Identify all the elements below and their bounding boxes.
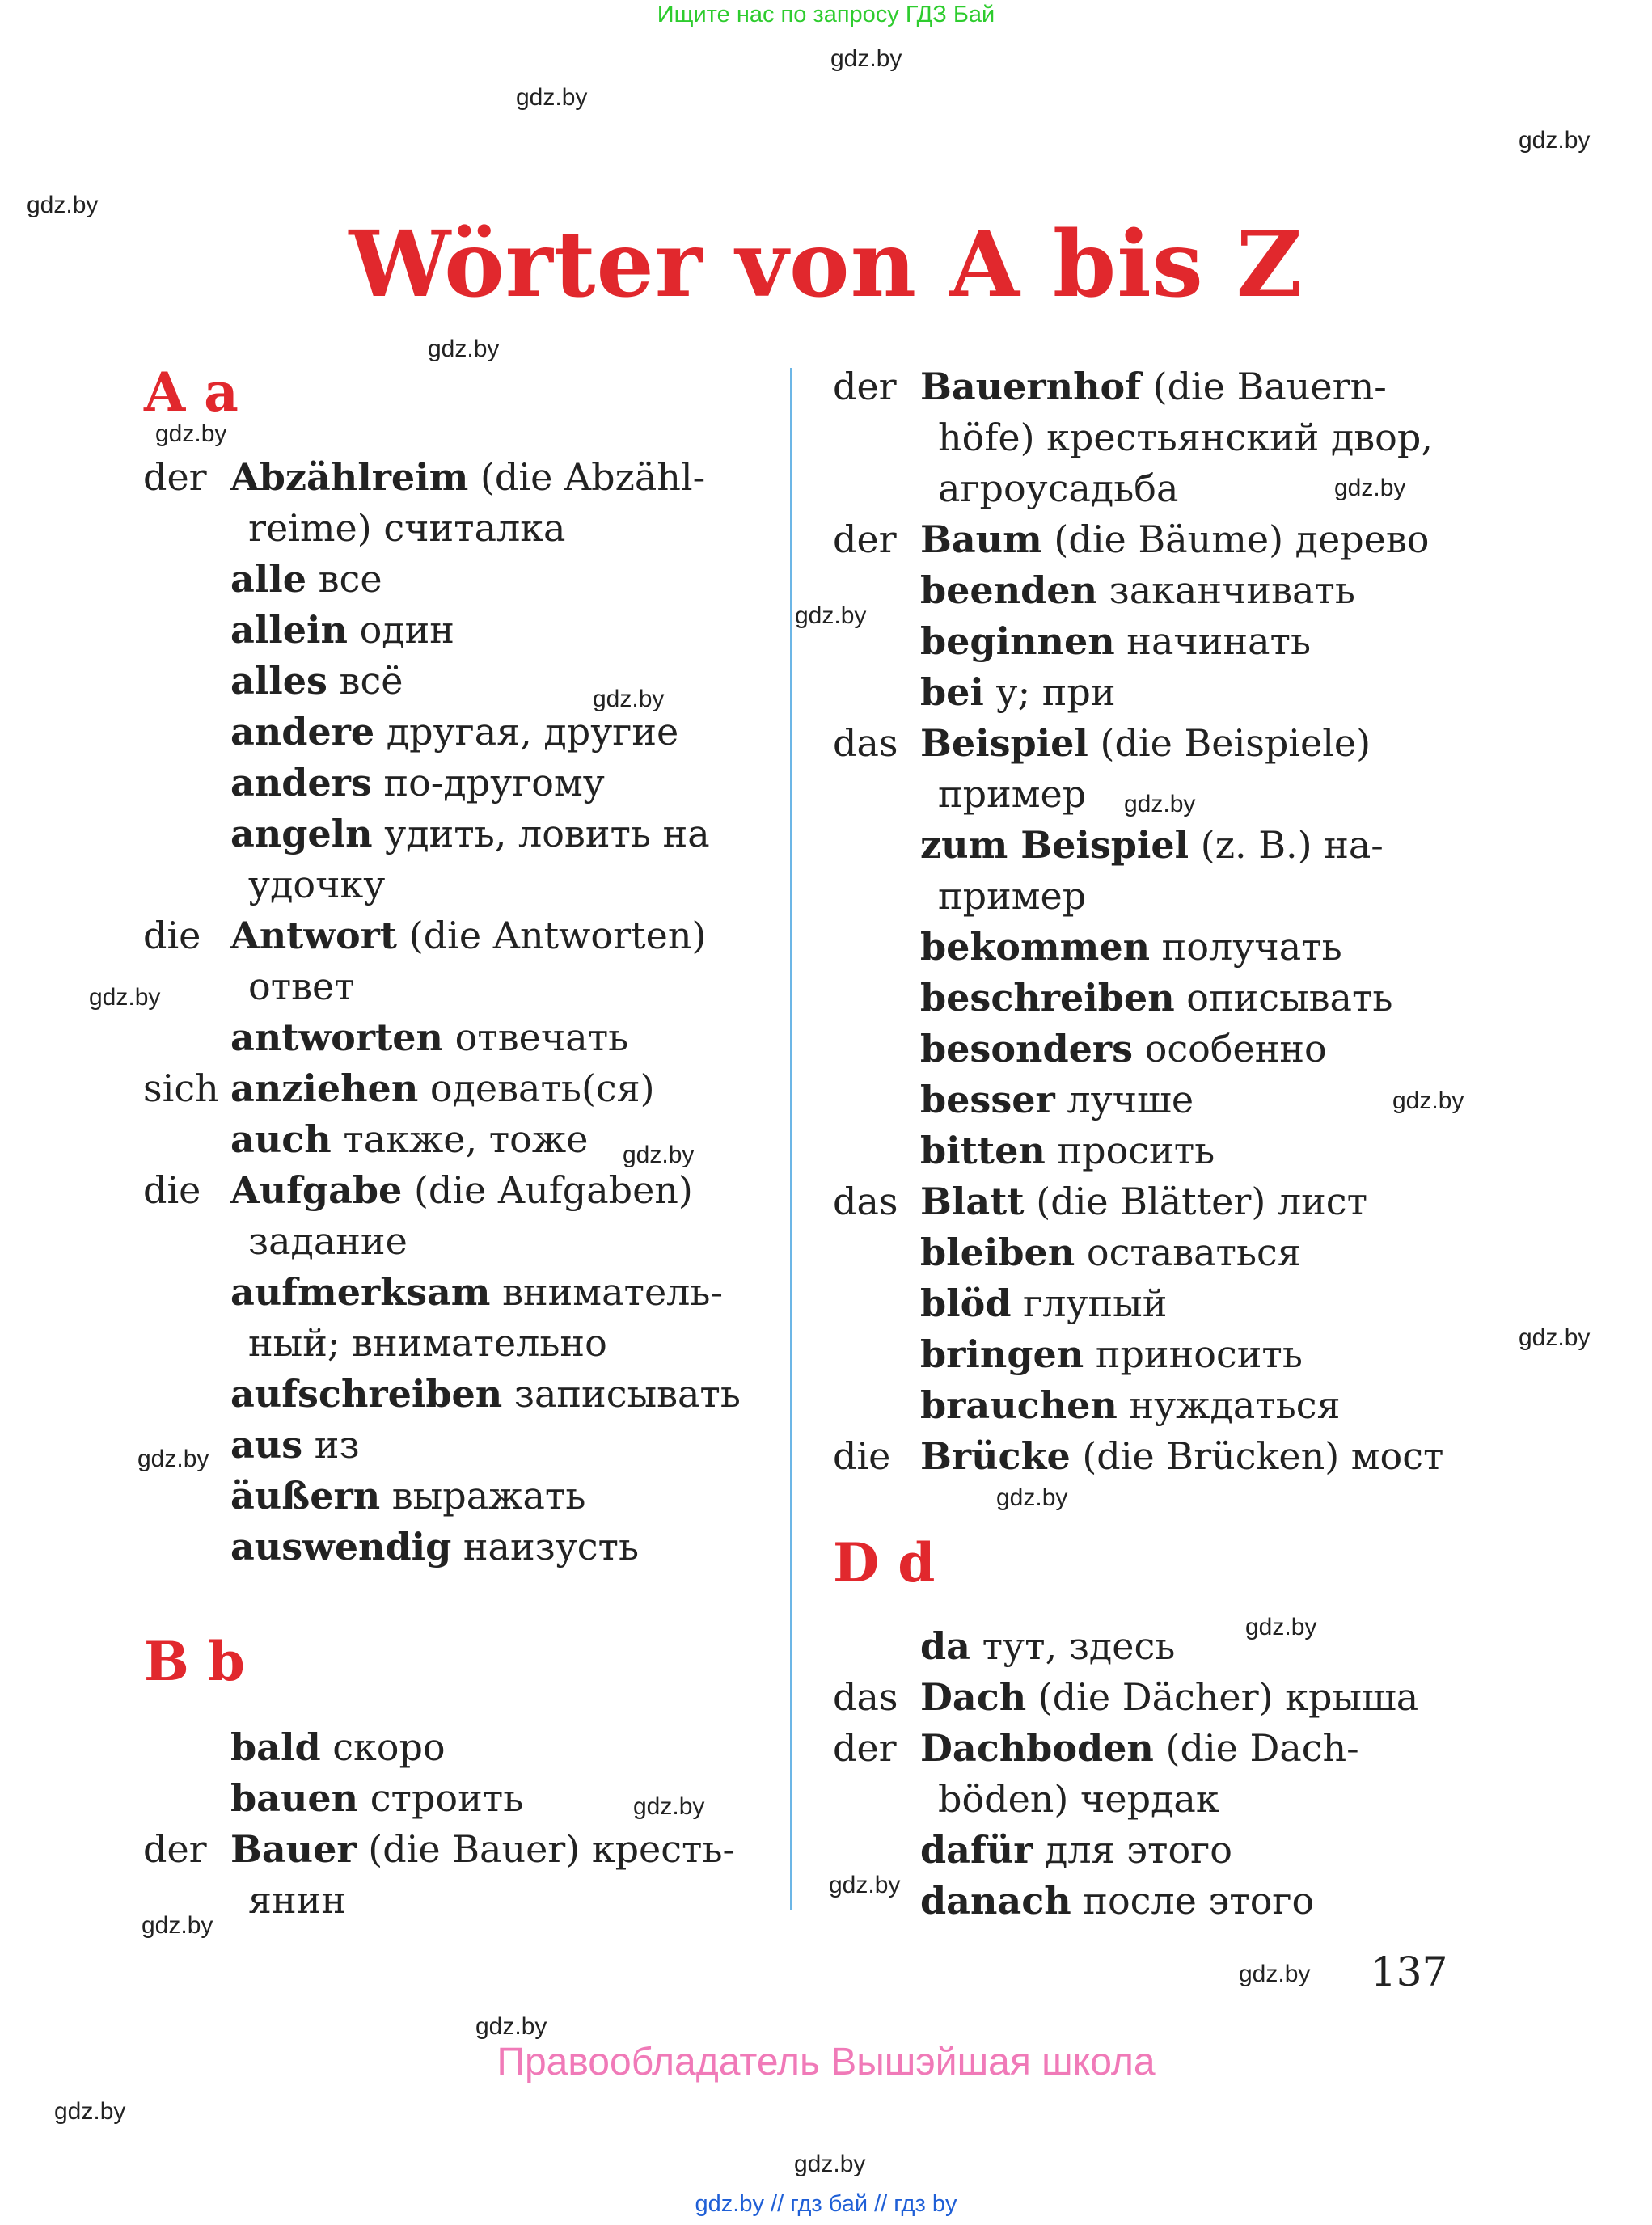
entry-headword-line: alle все: [230, 557, 382, 601]
entry-headword-line: andere другая, другие: [230, 710, 679, 754]
entry-headword-line: bauen строить: [230, 1776, 524, 1820]
dictionary-entry: [833, 973, 1435, 1024]
watermark: gdz.by: [623, 1142, 695, 1168]
entry-headword-line: angeln удить, ловить на: [230, 812, 710, 855]
entry-headword-line: Dach (die Dächer) крыша: [920, 1675, 1419, 1719]
dictionary-entry: [833, 1380, 1435, 1431]
entry-continuation-line: reime) считалка: [248, 506, 566, 550]
dictionary-entry: [833, 718, 1435, 820]
dictionary-entry: [833, 616, 1435, 667]
entry-headword-line: Aufgabe (die Aufgaben): [230, 1168, 693, 1212]
dictionary-entry: [833, 1227, 1435, 1278]
entry-article: das: [833, 1675, 898, 1719]
entry-article: die: [143, 914, 201, 957]
entry-continuation-line: höfe) крестьянский двор,: [938, 416, 1433, 459]
dictionary-entry: [833, 1825, 1435, 1876]
entry-headword-line: brauchen нуждаться: [920, 1383, 1341, 1427]
entry-article: sich: [143, 1066, 219, 1110]
watermark: gdz.by: [475, 2013, 547, 2040]
dictionary-entry: [143, 1722, 746, 1773]
entry-headword-line: Beispiel (die Beispiele): [920, 721, 1371, 765]
watermark: gdz.by: [794, 2151, 866, 2177]
entry-headword-line: Abzählreim (die Abzähl-: [230, 455, 706, 499]
entry-headword-line: auswendig наизусть: [230, 1525, 640, 1568]
entry-headword-line: bekommen получать: [920, 925, 1342, 969]
dictionary-entry: [833, 1176, 1435, 1227]
entry-headword-line: zum Beispiel (z. B.) на-: [920, 823, 1384, 867]
watermark: gdz.by: [829, 1872, 901, 1898]
entry-headword-line: bringen приносить: [920, 1332, 1303, 1376]
dictionary-entry: [143, 707, 746, 758]
entry-headword-line: aufschreiben записывать: [230, 1372, 741, 1416]
entry-article: der: [833, 517, 897, 561]
dictionary-entry: [833, 922, 1435, 973]
dictionary-entry: [833, 820, 1435, 922]
entry-headword-line: Dachboden (die Dach-: [920, 1726, 1359, 1770]
entry-headword-line: allein один: [230, 608, 454, 652]
page-number: 137: [1371, 1948, 1448, 1995]
dictionary-entry: [833, 514, 1435, 565]
column-divider: [790, 368, 792, 1910]
dictionary-entry: [143, 1114, 746, 1165]
entry-continuation-line: пример: [938, 772, 1087, 816]
entry-article: der: [833, 365, 897, 408]
entry-headword-line: Bauer (die Bauer) кресть-: [230, 1827, 736, 1871]
entry-headword-line: anders по-другому: [230, 761, 605, 804]
entry-continuation-line: агроусадьба: [938, 467, 1179, 510]
entry-headword-line: danach после этого: [920, 1879, 1315, 1923]
dictionary-entry: [833, 667, 1435, 718]
entry-article: die: [833, 1434, 891, 1478]
dictionary-entry: [143, 452, 746, 554]
dictionary-entry: [143, 1165, 746, 1267]
watermark: gdz.by: [27, 192, 99, 218]
entry-headword-line: Bauernhof (die Bauern-: [920, 365, 1387, 408]
dictionary-entry: [833, 1672, 1435, 1723]
watermark: gdz.by: [428, 336, 500, 362]
dictionary-entry: [833, 361, 1435, 514]
entry-headword-line: blöd глупый: [920, 1281, 1168, 1325]
dictionary-entry: [143, 1063, 746, 1114]
entry-headword-line: dafür для этого: [920, 1828, 1232, 1872]
watermark: gdz.by: [1239, 1961, 1311, 1987]
entry-headword-line: anziehen одевать(ся): [230, 1066, 655, 1110]
entry-continuation-line: ответ: [248, 965, 355, 1008]
watermark: gdz.by: [1519, 127, 1591, 154]
entry-headword-line: Brücke (die Brücken) мост: [920, 1434, 1444, 1478]
page-title: Wörter von A bis Z: [349, 212, 1303, 318]
section-heading-a: A a: [144, 361, 239, 424]
entry-headword-line: Baum (die Bäume) дерево: [920, 517, 1430, 561]
watermark: gdz.by: [137, 1446, 209, 1472]
entry-article: das: [833, 1180, 898, 1223]
dictionary-entry: [143, 605, 746, 656]
watermark: gdz.by: [89, 984, 161, 1011]
dictionary-entry: [143, 1773, 746, 1824]
footer-links[interactable]: gdz.by // гдз бай // гдз by: [695, 2191, 957, 2217]
watermark: gdz.by: [1392, 1087, 1464, 1114]
entry-article: der: [143, 1827, 207, 1871]
entry-article: der: [833, 1726, 897, 1770]
entry-continuation-line: задание: [248, 1219, 408, 1263]
entry-headword-line: besonders особенно: [920, 1027, 1327, 1070]
dictionary-entry: [143, 1522, 746, 1573]
dictionary-entry: [143, 1420, 746, 1471]
watermark: gdz.by: [830, 45, 902, 72]
dictionary-entry: [833, 1329, 1435, 1380]
entry-continuation-line: böden) чердак: [938, 1777, 1219, 1821]
dictionary-entry: [143, 910, 746, 1012]
dictionary-entry: [143, 809, 746, 910]
entry-headword-line: beginnen начинать: [920, 619, 1312, 663]
dictionary-entry: [833, 1075, 1435, 1125]
entry-headword-line: aus из: [230, 1423, 360, 1467]
watermark: gdz.by: [155, 420, 227, 447]
entry-headword-line: beschreiben описывать: [920, 976, 1393, 1020]
dictionary-entry: [833, 1431, 1444, 1482]
top-banner: Ищите нас по запросу ГДЗ Бай: [657, 2, 995, 27]
entry-continuation-line: удочку: [248, 863, 386, 906]
entry-headword-line: auch также, тоже: [230, 1117, 589, 1161]
dictionary-entry: [833, 1125, 1435, 1176]
dictionary-entry: [833, 1723, 1435, 1825]
dictionary-entry: [143, 1012, 746, 1063]
dictionary-entry: [833, 565, 1435, 616]
entry-headword-line: bald скоро: [230, 1725, 446, 1769]
watermark: gdz.by: [593, 686, 665, 712]
watermark: gdz.by: [1245, 1614, 1317, 1640]
section-heading-b: B b: [144, 1630, 245, 1693]
entry-headword-line: alles всё: [230, 659, 403, 703]
entry-headword-line: bei у; при: [920, 670, 1116, 714]
dictionary-entry: [143, 758, 746, 809]
entry-headword-line: besser лучше: [920, 1078, 1194, 1121]
dictionary-entry: [143, 1471, 746, 1522]
watermark: gdz.by: [795, 602, 867, 629]
watermark: gdz.by: [516, 84, 588, 111]
entry-article: die: [143, 1168, 201, 1212]
entry-headword-line: Blatt (die Blätter) лист: [920, 1180, 1368, 1223]
entry-headword-line: antworten отвечать: [230, 1015, 629, 1059]
dictionary-entry: [143, 1369, 746, 1420]
dictionary-entry: [833, 1621, 1435, 1672]
entry-continuation-line: ный; внимательно: [248, 1321, 607, 1365]
watermark: gdz.by: [996, 1484, 1068, 1511]
dictionary-entry: [833, 1024, 1435, 1075]
entry-headword-line: beenden заканчивать: [920, 568, 1355, 612]
entry-headword-line: da тут, здесь: [920, 1624, 1176, 1668]
watermark: gdz.by: [633, 1793, 705, 1820]
entry-article: das: [833, 721, 898, 765]
watermark: gdz.by: [1334, 475, 1406, 501]
entry-article: der: [143, 455, 207, 499]
dictionary-entry: [143, 656, 746, 707]
entry-continuation-line: пример: [938, 874, 1087, 918]
watermark: gdz.by: [54, 2098, 126, 2125]
rights-holder: Правообладатель Вышэйшая школа: [496, 2041, 1156, 2084]
entry-headword-line: bitten просить: [920, 1129, 1215, 1172]
watermark: gdz.by: [142, 1912, 213, 1939]
watermark: gdz.by: [1124, 791, 1196, 817]
entry-headword-line: äußern выражать: [230, 1474, 586, 1518]
dictionary-entry: [833, 1278, 1435, 1329]
section-heading-d: D d: [833, 1531, 936, 1594]
entry-headword-line: Antwort (die Antworten): [230, 914, 707, 957]
dictionary-entry: [143, 1824, 746, 1926]
entry-headword-line: bleiben оставаться: [920, 1231, 1301, 1274]
dictionary-entry: [143, 554, 746, 605]
entry-headword-line: aufmerksam вниматель-: [230, 1270, 723, 1314]
watermark: gdz.by: [1519, 1324, 1591, 1351]
entry-continuation-line: янин: [248, 1878, 346, 1922]
dictionary-entry: [143, 1267, 746, 1369]
dictionary-entry: [833, 1876, 1435, 1927]
